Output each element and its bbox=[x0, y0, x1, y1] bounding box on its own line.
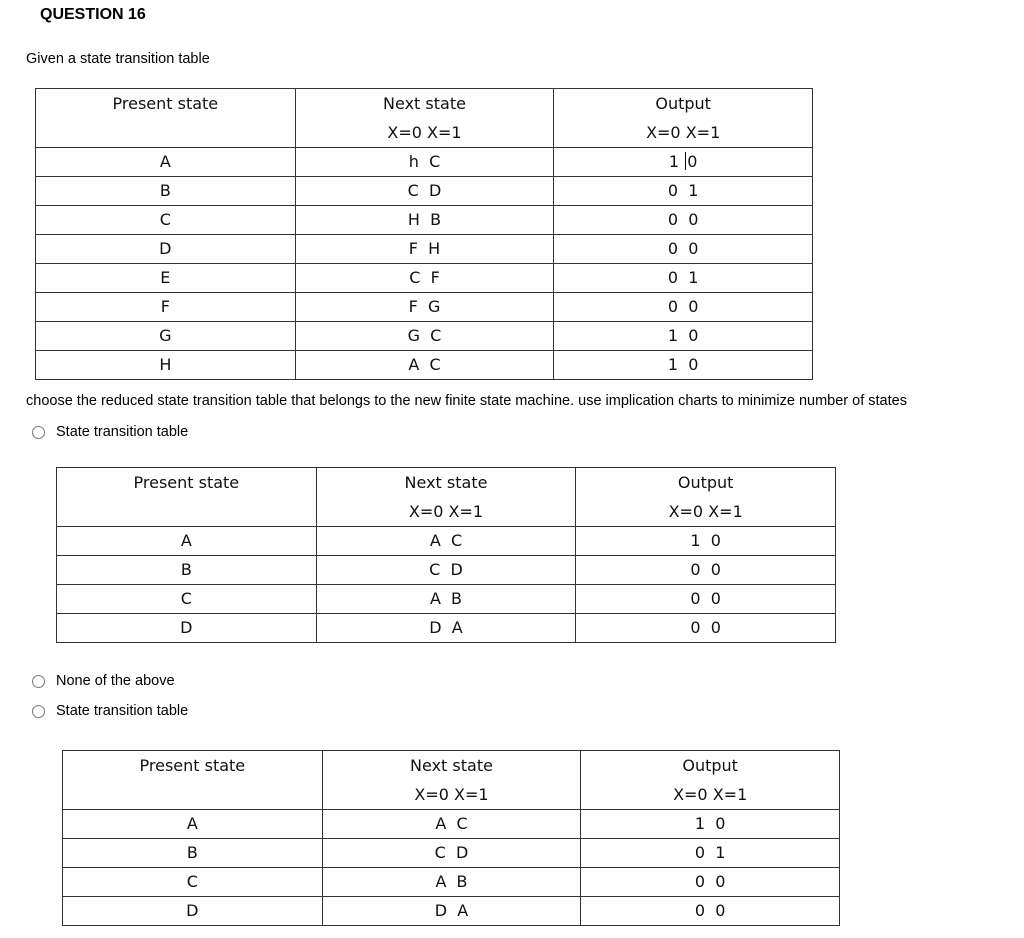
next-state-cell: F G bbox=[295, 293, 554, 322]
answer-option-label: State transition table bbox=[56, 703, 189, 719]
next-state-cell: A B bbox=[322, 868, 581, 897]
header-next-state: Next state X=0 X=1 bbox=[322, 751, 581, 810]
table-row bbox=[63, 868, 840, 897]
question-intro: Given a state transition table bbox=[26, 51, 210, 67]
table-row bbox=[63, 810, 840, 839]
question-prompt: choose the reduced state transition table that belongs to the new finite state machine. use implication charts to minimize number of states bbox=[26, 393, 907, 409]
next-state-cell: D A bbox=[316, 614, 576, 643]
table-row bbox=[57, 614, 836, 643]
output-cell: 0 1 bbox=[554, 177, 813, 206]
output-cell: 0 0 bbox=[554, 235, 813, 264]
table-row bbox=[36, 206, 813, 235]
table-row bbox=[57, 585, 836, 614]
next-state-cell: A C bbox=[316, 527, 576, 556]
header-output bbox=[554, 89, 813, 148]
header-present-state: Present state bbox=[63, 751, 323, 810]
table-row bbox=[36, 177, 813, 206]
table-row bbox=[36, 351, 813, 380]
output-cell: 0 0 bbox=[554, 293, 813, 322]
table-row bbox=[63, 839, 840, 868]
output-cell: 1 0 bbox=[554, 322, 813, 351]
table-row bbox=[36, 293, 813, 322]
present-state-cell: A bbox=[63, 810, 323, 839]
header-next-state bbox=[295, 89, 554, 148]
next-state-cell: C F bbox=[295, 264, 554, 293]
next-state-cell: C D bbox=[322, 839, 581, 868]
table-row bbox=[63, 897, 840, 926]
output-cell: 1 0 bbox=[554, 148, 813, 177]
present-state-cell: C bbox=[57, 585, 317, 614]
output-cell: 0 0 bbox=[554, 206, 813, 235]
next-state-cell: H B bbox=[295, 206, 554, 235]
next-state-cell: F H bbox=[295, 235, 554, 264]
present-state-cell: C bbox=[36, 206, 296, 235]
output-cell: 0 0 bbox=[576, 614, 836, 643]
output-cell: 0 1 bbox=[581, 839, 840, 868]
table-row bbox=[36, 148, 813, 177]
next-state-cell: C D bbox=[316, 556, 576, 585]
table-row bbox=[57, 556, 836, 585]
answer-option-1[interactable] bbox=[32, 424, 188, 440]
header-next-state-sub: X=0 X=1 bbox=[387, 123, 462, 142]
option-3-state-table bbox=[62, 750, 840, 926]
header-output-label: Output bbox=[655, 94, 711, 113]
present-state-cell: D bbox=[63, 897, 323, 926]
header-next-state-label: Next state bbox=[383, 94, 466, 113]
header-present-state: Present state bbox=[57, 468, 317, 527]
question-title: QUESTION 16 bbox=[40, 6, 146, 23]
header-output: Output X=0 X=1 bbox=[576, 468, 836, 527]
output-cell: 0 0 bbox=[576, 585, 836, 614]
present-state-cell: C bbox=[63, 868, 323, 897]
present-state-cell: A bbox=[36, 148, 296, 177]
next-state-cell: G C bbox=[295, 322, 554, 351]
output-cell: 0 0 bbox=[581, 868, 840, 897]
present-state-cell: H bbox=[36, 351, 296, 380]
output-cell: 0 1 bbox=[554, 264, 813, 293]
present-state-cell: D bbox=[57, 614, 317, 643]
radio-button[interactable] bbox=[32, 426, 45, 439]
table-row bbox=[36, 264, 813, 293]
output-cell: 1 0 bbox=[554, 351, 813, 380]
present-state-cell: B bbox=[63, 839, 323, 868]
radio-button[interactable] bbox=[32, 675, 45, 688]
header-next-state: Next state X=0 X=1 bbox=[316, 468, 576, 527]
present-state-cell: F bbox=[36, 293, 296, 322]
option-1-state-table bbox=[56, 467, 836, 643]
output-cell: 0 0 bbox=[581, 897, 840, 926]
table-header-row bbox=[36, 89, 813, 148]
header-present-state: Present state bbox=[36, 89, 296, 148]
answer-option-label: None of the above bbox=[56, 673, 175, 689]
given-state-table bbox=[35, 88, 813, 380]
next-state-cell: A C bbox=[322, 810, 581, 839]
present-state-cell: A bbox=[57, 527, 317, 556]
next-state-cell: A B bbox=[316, 585, 576, 614]
output-cell: 0 0 bbox=[576, 556, 836, 585]
header-output: Output X=0 X=1 bbox=[581, 751, 840, 810]
answer-option-label: State transition table bbox=[56, 424, 189, 440]
next-state-cell: D A bbox=[322, 897, 581, 926]
table-header-row bbox=[63, 751, 840, 810]
next-state-cell: h C bbox=[295, 148, 554, 177]
present-state-cell: D bbox=[36, 235, 296, 264]
table-row bbox=[36, 322, 813, 351]
present-state-cell: B bbox=[36, 177, 296, 206]
next-state-cell: A C bbox=[295, 351, 554, 380]
answer-option-2[interactable] bbox=[32, 673, 175, 689]
present-state-cell: G bbox=[36, 322, 296, 351]
next-state-cell: C D bbox=[295, 177, 554, 206]
table-row bbox=[36, 235, 813, 264]
output-cell: 1 0 bbox=[576, 527, 836, 556]
output-cell: 1 0 bbox=[581, 810, 840, 839]
radio-button[interactable] bbox=[32, 705, 45, 718]
answer-option-3[interactable] bbox=[32, 703, 188, 719]
present-state-cell: B bbox=[57, 556, 317, 585]
header-output-sub: X=0 X=1 bbox=[646, 123, 721, 142]
table-row bbox=[57, 527, 836, 556]
present-state-cell: E bbox=[36, 264, 296, 293]
table-header-row bbox=[57, 468, 836, 527]
